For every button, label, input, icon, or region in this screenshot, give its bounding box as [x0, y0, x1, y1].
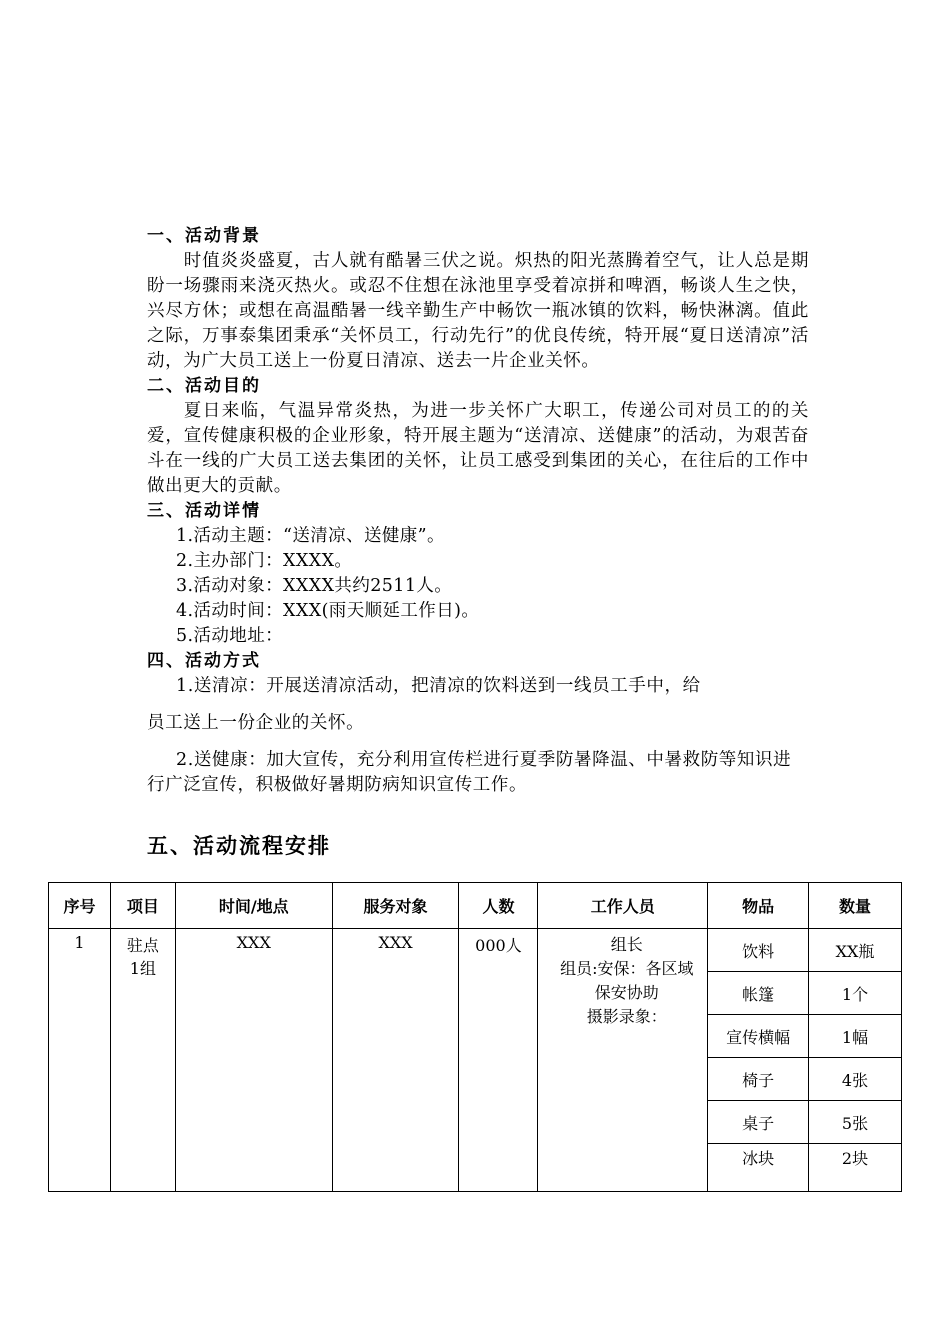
supply-qty: 4张: [809, 1058, 902, 1101]
section-heading-purpose: 二、活动目的: [147, 376, 261, 396]
table-row: [49, 929, 902, 972]
table-header-row: [49, 883, 902, 929]
detail-item-time: 4.活动时间：XXX(雨天顺延工作日)。: [176, 601, 480, 621]
header-supplies: 物品: [708, 883, 809, 929]
schedule-table: [48, 882, 902, 1192]
project-line-2: 1组: [129, 959, 156, 978]
supply-name: 饮料: [708, 929, 809, 972]
detail-item-target: 3.活动对象：XXXX共约2511人。: [176, 576, 453, 596]
header-quantity: 数量: [809, 883, 902, 929]
background-paragraph: 时值炎炎盛夏，古人就有酷暑三伏之说。炽热的阳光蒸腾着空气，让人总是期盼一场骤雨来浇灭热火。或忍不住想在泳池里享受着凉拼和啤酒，畅谈人生之快，兴尽方休；或想在高温酷暑一线辛勤生产中畅饮一瓶冰镇的饮料，畅快淋漓。值此之际，万事泰集团秉承“关怀员工，行动先行”的优良传统，特开展“夏日送清凉”活动，为广大员工送上一份夏日清凉、送去一片企业关怀。: [147, 251, 809, 371]
cell-project: [110, 929, 175, 1192]
supply-qty: 1幅: [809, 1015, 902, 1058]
supply-name: 冰块: [708, 1144, 809, 1192]
supply-qty: 1个: [809, 972, 902, 1015]
staff-line: 组长: [610, 935, 643, 954]
purpose-paragraph: 夏日来临，气温异常炎热，为进一步关怀广大职工，传递公司对员工的的关爱，宣传健康积极的企业形象，特开展主题为“送清凉、送健康”的活动，为艰苦奋斗在一线的广大员工送去集团的关怀，让员工感受到集团的关心，在往后的工作中做出更大的贡献。: [147, 401, 809, 496]
header-no: 序号: [49, 883, 111, 929]
supply-name: 帐篷: [708, 972, 809, 1015]
section-heading-method: 四、活动方式: [147, 651, 261, 671]
header-project: 项目: [110, 883, 175, 929]
section-heading-details: 三、活动详情: [147, 501, 261, 521]
cell-target: XXX: [332, 929, 459, 1192]
method-1-line-2: 员工送上一份企业的关怀。: [147, 713, 365, 733]
project-line-1: 驻点: [126, 936, 159, 955]
detail-item-organizer: 2.主办部门：XXXX。: [176, 551, 353, 571]
supply-qty: 5张: [809, 1101, 902, 1144]
section-heading-background: 一、活动背景: [147, 226, 261, 246]
staff-line: 摄影录象：: [586, 1007, 667, 1026]
cell-time-place: XXX: [175, 929, 332, 1192]
detail-item-theme: 1.活动主题：“送清凉、送健康”。: [176, 526, 445, 546]
header-target: 服务对象: [332, 883, 459, 929]
staff-line: 组员:安保：各区域: [560, 959, 694, 978]
header-staff: 工作人员: [538, 883, 708, 929]
supply-qty: 2块: [809, 1144, 902, 1192]
supply-qty: XX瓶: [809, 929, 902, 972]
header-time-place: 时间/地点: [175, 883, 332, 929]
supply-name: 椅子: [708, 1058, 809, 1101]
detail-item-address: 5.活动地址：: [176, 626, 283, 646]
method-2: 2.送健康：加大宣传，充分利用宣传栏进行夏季防暑降温、中暑救防等知识进行广泛宣传，积极做好暑期防病知识宣传工作。: [147, 750, 792, 795]
supply-name: 宣传横幅: [708, 1015, 809, 1058]
cell-count: 000人: [459, 929, 538, 1192]
header-count: 人数: [459, 883, 538, 929]
method-1-line-1: 1.送清凉：开展送清凉活动，把清凉的饮料送到一线员工手中，给: [176, 676, 701, 696]
section-heading-schedule: 五、活动流程安排: [147, 834, 331, 858]
cell-staff: [538, 929, 708, 1192]
staff-line: 保安协助: [594, 983, 659, 1002]
document-body: [147, 224, 809, 798]
supply-name: 桌子: [708, 1101, 809, 1144]
cell-no: 1: [49, 929, 111, 1192]
